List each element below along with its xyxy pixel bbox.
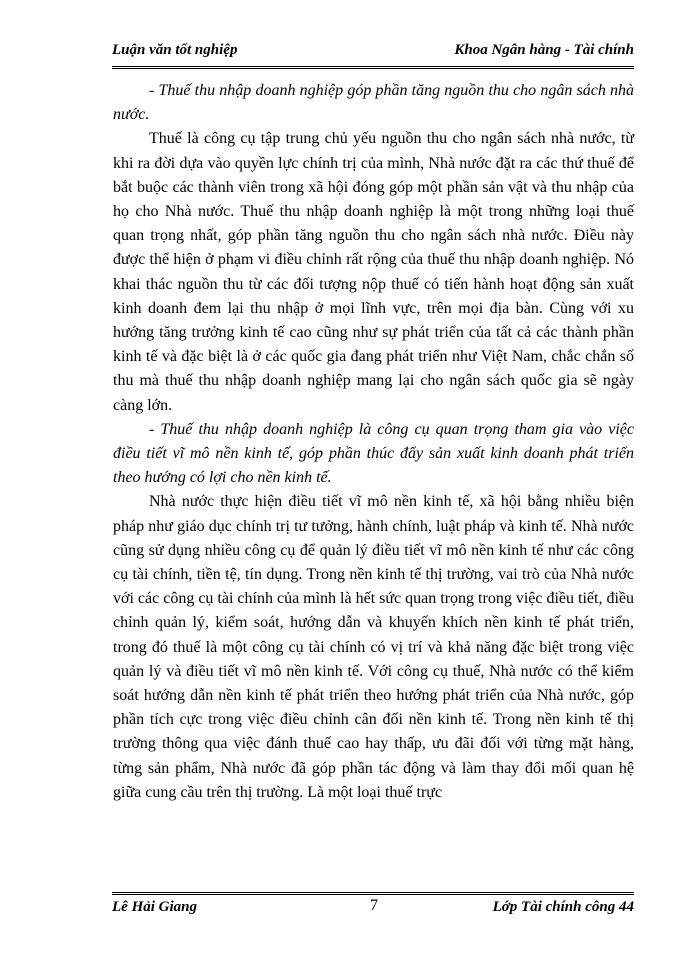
header-thesis-label: Luận văn tốt nghiệp (112, 42, 238, 58)
paragraph-2: Nhà nước thực hiện điều tiết vĩ mô nền kinh tế, xã hội bằng nhiều biện pháp như giáo dục chính trị tư tưởng, hành chính, luật pháp và kinh tế. Nhà nước cũng sử dụng nhiều công cụ để quản lý điều tiết vĩ mô nền kinh tế như các công cụ tài chính, tiền tệ, tín dụng. Trong nền kinh tế thị trường, vai trò của Nhà nước với các công cụ tài chính của mình là hết sức quan trọng trong việc điều tiết, điều chỉnh quản lý, kiểm soát, hướng dẫn và khuyến khích nền kinh tế phát triển, trong đó thuế là một công cụ tài chính có vị trí và khả năng đặc biệt trong việc quản lý và điều tiết vĩ mô nền kinh tế. Với công cụ thuế, Nhà nước có thể kiểm soát hướng dẫn nền kinh tế phát triển theo hướng phát triển của Nhà nước, góp phần tích cực trong việc điều chỉnh cân đối nền kinh tế. Trong nền kinh tế thị trường thông qua việc đánh thuế cao hay thấp, ưu đãi đối với từng mặt hàng, từng sản phẩm, Nhà nước đã góp phần tác động và làm thay đổi mối quan hệ giữa cung cầu trên thị trường. Là một loại thuế trực (113, 493, 634, 801)
paragraph-bullet-2: - Thuế thu nhập doanh nghiệp là công cụ quan trọng tham gia vào việc điều tiết vĩ mô nền kinh tế, góp phần thúc đẩy sản xuất kinh doanh phát triển theo hướng có lợi cho nền kinh tế. (113, 420, 634, 487)
page-footer (112, 892, 634, 919)
header-faculty-label: Khoa Ngân hàng - Tài chính (454, 42, 634, 58)
paragraph-bullet-1: - Thuế thu nhập doanh nghiệp góp phần tăng nguồn thu cho ngân sách nhà nước. (113, 82, 634, 124)
page-number: 7 (370, 897, 378, 914)
paragraph-1: Thuế là công cụ tập trung chủ yếu nguồn thu cho ngân sách nhà nước, từ khi ra đời dựa vào quyền lực chính trị của mình, Nhà nước đặt ra các thứ thuế để bắt buộc các thành viên trong xã hội đóng góp một phần sản vật và thu nhập của họ cho Nhà nước. Thuế thu nhập doanh nghiệp là một trong những loại thuế quan trọng nhất, góp phần tăng nguồn thu cho ngân sách nhà nước. Điều này được thể hiện ở phạm vi điều chỉnh rất rộng của thuế thu nhập doanh nghiệp. Nó khai thác nguồn thu từ các đối tượng nộp thuế có tiến hành hoạt động sản xuất kinh doanh đem lại thu nhập ở mọi lĩnh vực, trên mọi địa bàn. Cùng với xu hướng tăng trưởng kinh tế cao cũng như sự phát triển của tất cả các thành phần kinh tế và đặc biệt là ở các quốc gia đang phát triển như Việt Nam, chắc chắn số thu mà thuế thu nhập doanh nghiệp mang lại cho ngân sách quốc gia sẽ ngày càng lớn. (113, 130, 634, 414)
page-header (112, 42, 634, 69)
footer-class: Lớp Tài chính công 44 (492, 899, 634, 915)
footer-author: Lê Hải Giang (112, 899, 197, 915)
page-body (113, 79, 634, 805)
